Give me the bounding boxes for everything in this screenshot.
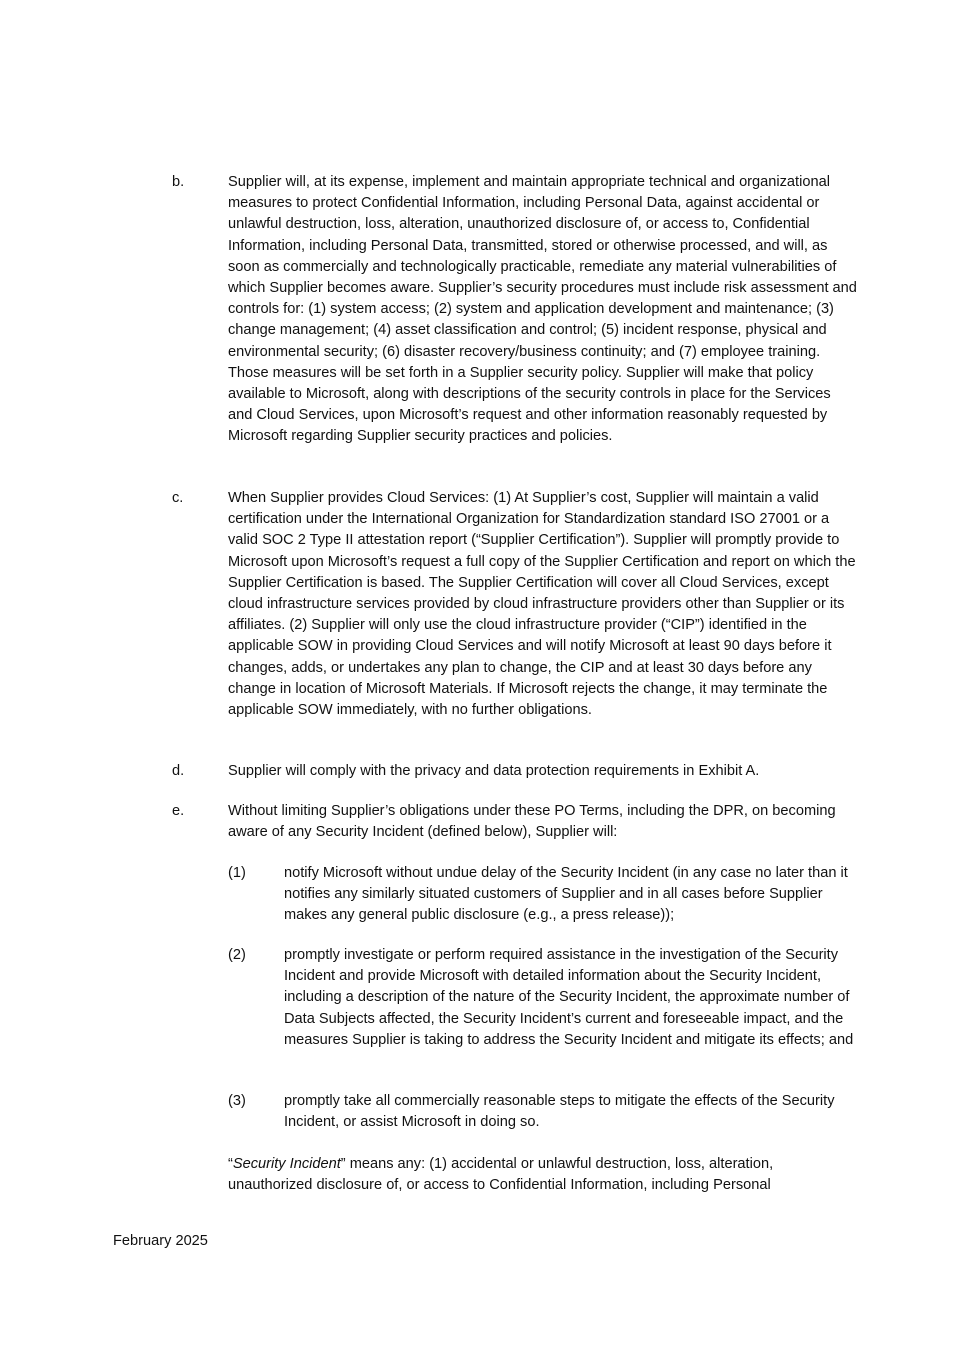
subclause-3 (228, 1091, 858, 1133)
clause-text: Supplier will, at its expense, implement and maintain appropriate technical and organizational measures to protect Confidential Information, including Personal Data, against accidental or unlawful destruction, loss, alteration, unauthorized disclosure of, or access to, Confidential Information, including Personal Data, transmitted, stored or otherwise processed, and will, as soon as commercially and technologically practicable, remediate any material vulnerabilities of which Supplier becomes aware. Supplier’s security procedures must include risk assessment and controls for: (1) system access; (2) system and application development and maintenance; (3) change management; (4) asset classification and control; (5) incident response, physical and environmental security; (6) disaster recovery/business continuity; and (7) employee training. Those measures will be set forth in a Supplier security policy. Supplier will make that policy available to Microsoft, along with descriptions of the security controls in place for the Services and Cloud Services, upon Microsoft’s request and other information reasonably requested by Microsoft regarding Supplier security practices and policies. (228, 174, 857, 445)
definition-text: means any: (1) accidental or unlawful destruction, loss, alteration, unauthorized disclosure of, or access to Confidential Information, including Personal (228, 1156, 774, 1194)
subclause-text: promptly take all commercially reasonable steps to mitigate the effects of the Security Incident, or assist Microsoft in doing so. (284, 1093, 835, 1131)
footer-date: February 2025 (113, 1233, 208, 1249)
subclause-label: (3) (228, 1093, 246, 1109)
clause-c (172, 488, 862, 721)
subclause-label: (2) (228, 947, 246, 963)
clause-label: c. (172, 490, 184, 506)
clause-label: d. (172, 763, 185, 779)
definition-term: Security Incident (232, 1156, 341, 1172)
clause-label: e. (172, 803, 185, 819)
subclause-text: notify Microsoft without undue delay of the Security Incident (in any case no later than it notifies any similarly situated customers of Supplier and in all cases before Supplier makes any general public disclosure (e.g., a press release)); (284, 865, 848, 924)
clause-b (172, 172, 862, 448)
subclause-label: (1) (228, 865, 246, 881)
clause-text: Supplier will comply with the privacy and data protection requirements in Exhibit A. (228, 763, 760, 779)
clause-text: When Supplier provides Cloud Services: (1) At Supplier’s cost, Supplier will maintain a valid certification under the International Organization for Standardization standard ISO 27001 or a valid SOC 2 Type II attestation report (“Supplier Certification”). Supplier will promptly provide to Microsoft upon Microsoft’s request a full copy of the Supplier Certification and report on which the Supplier Certification is based. The Supplier Certification will cover all Cloud Services, except cloud infrastructure services provided by cloud infrastructure providers other than Supplier or its affiliates. (2) Supplier will only use the cloud infrastructure provider (“CIP”) identified in the applicable SOW in providing Cloud Services and will notify Microsoft at least 90 days before it changes, adds, or undertakes any plan to change, the CIP and at least 30 days before any change in location of Microsoft Materials. If Microsoft rejects the change, it may terminate the applicable SOW immediately, with no further obligations. (228, 490, 856, 719)
subclause-text: promptly investigate or perform required assistance in the investigation of the Security Incident and provide Microsoft with detailed information about the Security Incident, including a description of the nature of the Security Incident, the approximate number of Data Subjects affected, the Security Incident’s current and foreseeable impact, and the measures Supplier is taking to address the Security Incident and mitigate its effects; and (284, 947, 854, 1048)
clause-e (172, 801, 862, 843)
clause-text: Without limiting Supplier’s obligations under these PO Terms, including the DPR, on becoming aware of any Security Incident (defined below), Supplier will: (228, 803, 836, 841)
definition-open-quote: “ (228, 1156, 233, 1172)
clause-label: b. (172, 174, 185, 190)
definition-close-quote: ” (340, 1156, 346, 1172)
subclause-1 (228, 863, 858, 927)
subclause-2 (228, 945, 858, 1051)
security-incident-definition (228, 1154, 858, 1196)
clause-d (172, 761, 862, 782)
